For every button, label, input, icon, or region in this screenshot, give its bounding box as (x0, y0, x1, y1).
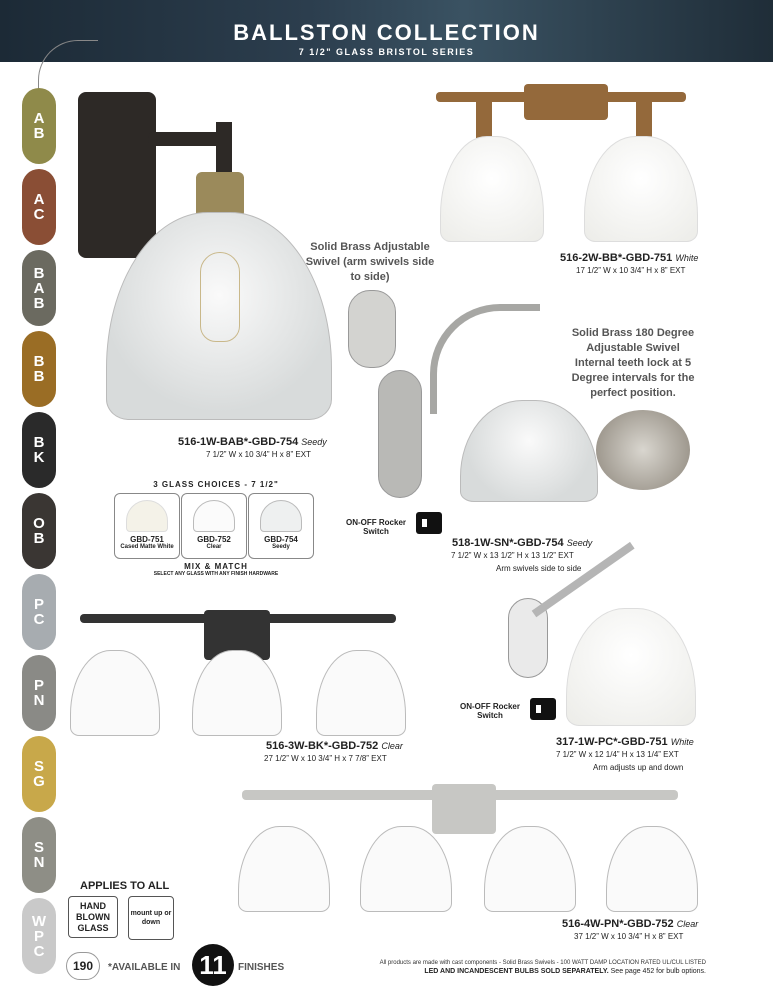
finish-tab-ac: A C (22, 169, 56, 245)
collection-title: BALLSTON COLLECTION (233, 20, 540, 45)
backplate (378, 370, 422, 498)
white-glass-right (584, 136, 698, 242)
hand-blown-badge: HAND BLOWN GLASS (68, 896, 118, 938)
mount-badge: mount up or down (128, 896, 174, 940)
backplate (432, 784, 496, 834)
finishes-count-badge: 11 (192, 944, 234, 986)
clear-glass-3 (484, 826, 576, 912)
product-1-dims: 7 1/2” W x 10 3/4” H x 8” EXT (206, 450, 311, 459)
clear-glass-1 (238, 826, 330, 912)
glass-choice-751: GBD-751 Cased Matte White (114, 493, 180, 559)
product-3-code: 518-1W-SN*-GBD-754 Seedy (452, 537, 593, 549)
glass-choice-754: GBD-754 Seedy (248, 493, 314, 559)
product-5-code: 317-1W-PC*-GBD-751 White (556, 736, 694, 748)
clear-glass-left (70, 650, 160, 736)
white-glass-left (440, 136, 544, 242)
finish-tab-bab: B A B (22, 250, 56, 326)
socket-right (636, 102, 652, 138)
product-6-image (236, 784, 696, 914)
swivel-180-detail-image (596, 410, 690, 490)
mix-match-title: MIX & MATCH (184, 562, 248, 571)
glass-choices-title: 3 GLASS CHOICES - 7 1/2" (153, 480, 279, 489)
socket-left (476, 102, 492, 138)
finish-tab-sg: S G (22, 736, 56, 812)
product-4-dims: 27 1/2” W x 10 3/4” H x 7 7/8” EXT (264, 754, 387, 763)
product-6-code: 516-4W-PN*-GBD-752 Clear (562, 918, 699, 930)
header-banner (0, 0, 773, 62)
page-number: 190 (66, 952, 100, 980)
finish-tab-pn: P N (22, 655, 56, 731)
clear-glass-2 (360, 826, 452, 912)
seedy-glass-shade (460, 400, 598, 502)
bulb (200, 252, 240, 342)
swivel-180-callout: Solid Brass 180 Degree Adjustable Swivel Internal teeth lock at 5 Degree intervals for the perfect position. (571, 327, 695, 399)
collection-subtitle: 7 1/2" GLASS BRISTOL SERIES (298, 47, 475, 57)
backplate (524, 84, 608, 120)
product-3-note: Arm swivels side to side (496, 564, 582, 573)
swivel-callout: Solid Brass Adjustable Swivel (arm swivels side to side) (305, 241, 435, 283)
finish-tab-wpc: W P C (22, 898, 56, 974)
product-2-code: 516-2W-BB*-GBD-751 White (560, 252, 699, 264)
finish-tab-pc: P C (22, 574, 56, 650)
arc-arm (430, 304, 540, 414)
finish-tab-ab: A B (22, 88, 56, 164)
finishes-label: FINISHES (238, 962, 285, 973)
product-4-code: 516-3W-BK*-GBD-752 Clear (266, 740, 403, 752)
white-glass-shade (566, 608, 696, 726)
available-in: *AVAILABLE IN (108, 962, 181, 973)
rocker-switch-icon-2 (530, 698, 556, 720)
product-1-code: 516-1W-BAB*-GBD-754 Seedy (178, 436, 327, 448)
product-5-note: Arm adjusts up and down (593, 763, 684, 772)
finish-tab-bk: B K (22, 412, 56, 488)
mix-match-sub: SELECT ANY GLASS WITH ANY FINISH HARDWARE (153, 571, 279, 577)
glass-choice-752: GBD-752 Clear (181, 493, 247, 559)
rocker-switch-icon (416, 512, 442, 534)
finish-tab-ob: O B (22, 493, 56, 569)
clear-glass-center (192, 650, 282, 736)
product-3-image (376, 300, 606, 505)
clear-glass-4 (606, 826, 698, 912)
product-1-image (78, 92, 338, 432)
product-4-image (70, 610, 410, 740)
applies-to-all: APPLIES TO ALL (80, 880, 170, 892)
disclaimer-line-2: LED AND INCANDESCENT BULBS SOLD SEPARATELY. See page 452 for bulb options. (424, 968, 706, 975)
switch-label-2: ON-OFF Rocker Switch (459, 702, 520, 720)
product-3-dims: 7 1/2” W x 13 1/2” H x 13 1/2” EXT (451, 551, 574, 560)
disclaimer-line-1: All products are made with cast components - Solid Brass Swivels - 100 WATT DAMP LOCATION RATED UL/CUL LISTED (379, 960, 706, 966)
product-6-dims: 37 1/2” W x 10 3/4” H x 8” EXT (574, 932, 684, 941)
clear-glass-right (316, 650, 406, 736)
product-2-dims: 17 1/2” W x 10 3/4” H x 8” EXT (576, 266, 686, 275)
finish-tab-sn: S N (22, 817, 56, 893)
product-2-image (436, 82, 706, 246)
switch-label: ON-OFF Rocker Switch (346, 518, 407, 536)
product-5-dims: 7 1/2” W x 12 1/4” H x 13 1/4” EXT (556, 750, 679, 759)
backplate (78, 92, 156, 258)
finish-tab-bb: B B (22, 331, 56, 407)
finish-tabs (22, 88, 56, 979)
